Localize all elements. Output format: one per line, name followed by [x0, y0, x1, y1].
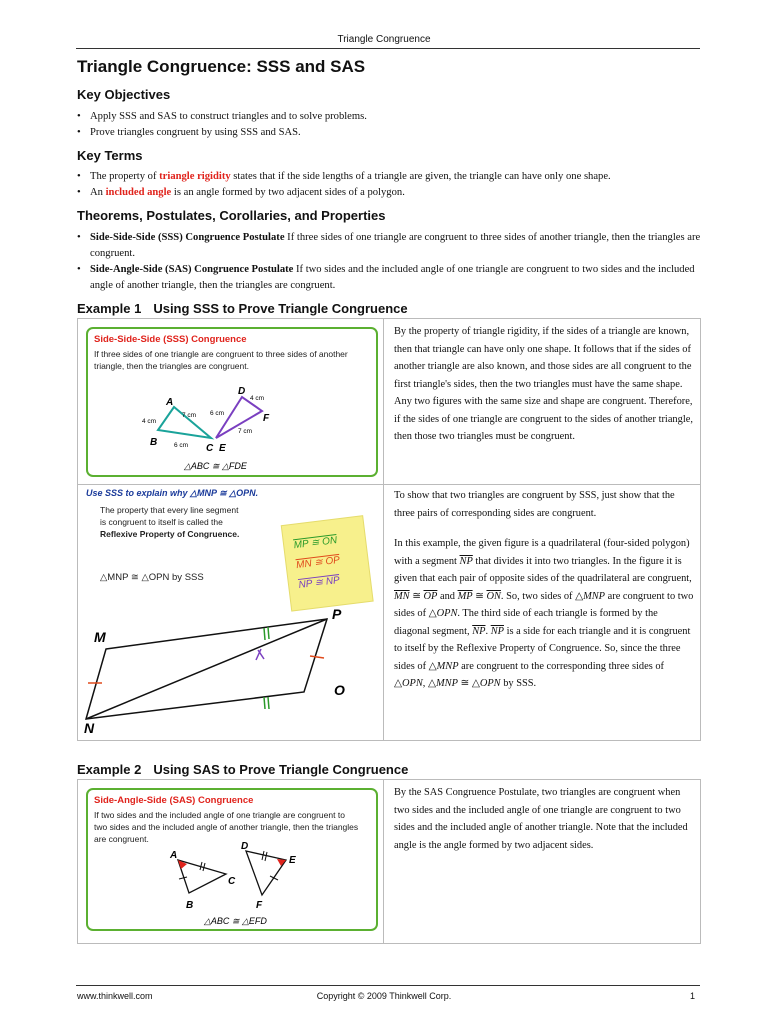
text-run: by SSS. [500, 678, 537, 689]
example-title: Using SSS to Prove Triangle Congruence [153, 301, 408, 316]
triangle-name: MNP [435, 678, 458, 689]
sas-panel-text: two sides and the included angle of another triangle, then the triangles [94, 822, 359, 832]
vertex-c-label: C [228, 876, 236, 887]
text-run: and [437, 590, 458, 602]
congruence-statement: MP ≅ ON [293, 535, 338, 552]
page-number: 1 [690, 991, 696, 1001]
theorems-heading: Theorems, Postulates, Corollaries, and Properties [77, 208, 386, 223]
triangle-name: OPN [436, 608, 458, 619]
sss-panel-text: triangle, then the triangles are congruent. [94, 361, 249, 371]
segment-on: $\overline{ON}$ [486, 590, 501, 602]
terms-list [77, 169, 707, 201]
sas-panel-title: Side-Angle-Side (SAS) Congruence [94, 795, 254, 806]
sss-panel [86, 327, 378, 477]
list-item [77, 230, 707, 262]
vertex-d-label: D [241, 841, 249, 852]
triangle-name: OPN [479, 678, 501, 689]
text-run: ≅ △ [457, 678, 480, 689]
terms-heading: Key Terms [77, 148, 143, 163]
sas-panel-text: are congruent. [94, 834, 149, 844]
vertex-f-label: F [263, 413, 270, 424]
sas-caption: △ABC ≅ △EFD [204, 916, 267, 926]
example2-table [77, 779, 701, 944]
list-item [77, 185, 707, 201]
tick-mark [268, 627, 269, 639]
reflexive-note: Reflexive Property of Congruence. [100, 529, 240, 539]
vertex-a-label: A [170, 850, 178, 861]
text-run: . So, two sides of △ [500, 590, 584, 602]
vertex-c-label: C [206, 443, 214, 454]
segment-np: $\overline{NP}$ [472, 625, 486, 637]
side-length-label: 4 cm [250, 395, 265, 402]
header-rule [76, 48, 700, 49]
text-run: is a side for each triangle and it is congruent to itself by the Reflexive Property of Congruence. So, since the three sides of △ [394, 625, 691, 672]
text-run: ≅ [472, 590, 487, 602]
footer-site: www.thinkwell.com [77, 991, 153, 1001]
vertex-d-label: D [238, 386, 246, 397]
sas-postulate-name: Side-Angle-Side (SAS) Congruence Postulate [90, 264, 294, 275]
list-item: • Prove triangles congruent by using SSS and SAS. [77, 125, 707, 141]
sss-explanation: By the property of triangle rigidity, if the sides of a triangle are known, then that triangle can have only one shape. It follows that if the sides of another triangle are also known, and those sides are all congruent to the first triangle's sides, then the two triangles must have the same shape. Any two figures with the same size and shape are congruent. Therefore, if the sides of one triangle are congruent to the sides of another triangle, then those two triangles must be congruent. [394, 326, 693, 442]
side-length-label: 7 cm [238, 428, 253, 435]
text-run: In this example, the given figure is a quadrilateral (four-sided polygon) with a segment [394, 538, 690, 567]
sss-postulate-text: If three sides of one triangle are congruent to three sides of another triangle, then the triangles are congruent. [90, 232, 701, 259]
example1-heading [77, 301, 408, 316]
figure-title: Use SSS to explain why △MNP ≅ △OPN. [86, 488, 259, 498]
objectives-list [77, 109, 707, 141]
list-item [77, 262, 707, 294]
mnp-opn-figure [84, 487, 382, 735]
text-run: that divides it into two triangles. In the figure it is given that each pair of opposite sides of the quadrilateral are congruent, [394, 555, 692, 584]
term-text: The property of [90, 171, 160, 182]
vertex-e-label: E [289, 855, 296, 866]
text-run: are congruent to two sides of △ [394, 590, 694, 619]
footer-copyright: Copyright © 2009 Thinkwell Corp. [316, 991, 452, 1001]
term-text: is an angle formed by two adjacent sides of a polygon. [171, 187, 405, 198]
side-length-label: 4 cm [142, 418, 157, 425]
sas-postulate-text: If two sides and the included angle of one triangle are congruent to two sides and the included angle of another triangle, then the triangles are congruent. [90, 264, 695, 291]
vertex-b-label: B [150, 437, 158, 448]
vertex-e-label: E [219, 443, 226, 454]
example-label: Example 2 [77, 762, 142, 777]
tick-mark [264, 697, 265, 709]
sss-caption: △ABC ≅ △FDE [184, 461, 247, 471]
table-column-divider [383, 319, 384, 740]
list-item [77, 169, 707, 185]
text-run: are congruent to the corresponding three sides of △ [394, 660, 664, 689]
congruence-statement: NP ≅ NP [298, 575, 341, 591]
example-label: Example 1 [77, 301, 142, 316]
term-included-angle: included angle [105, 187, 172, 198]
sticky-note [281, 516, 373, 611]
vertex-b-label: B [186, 900, 194, 911]
text-run: . The third side of each triangle is formed by the diagonal segment, [394, 608, 658, 637]
mnp-explanation [394, 487, 694, 706]
example2-heading [77, 762, 408, 777]
side-length-label: 7 cm [182, 412, 197, 419]
sss-postulate-name: Side-Side-Side (SSS) Congruence Postulate [90, 232, 285, 243]
table-row-divider [78, 484, 700, 485]
segment-op: $\overline{OP}$ [423, 590, 438, 602]
side-length-label: 6 cm [210, 410, 225, 417]
congruence-statement: MN ≅ OP [295, 554, 341, 572]
sas-panel [86, 788, 378, 931]
tick-mark [264, 628, 265, 640]
term-text: states that if the side lengths of a triangle are given, the triangle can have only one shape. [230, 171, 611, 182]
triangle-name: OPN [402, 678, 423, 689]
vertex-f-label: F [256, 900, 263, 911]
segment-np: $\overline{NP}$ [490, 625, 504, 637]
segment-mn: $\overline{MN}$ [394, 590, 410, 602]
text-run: , △ [422, 678, 436, 689]
example-title: Using SAS to Prove Triangle Congruence [153, 762, 409, 777]
theorems-list [77, 230, 707, 294]
triangle-name: MNP [436, 660, 459, 672]
triangle-name: MNP [583, 590, 606, 602]
segment-mp: $\overline{MP}$ [457, 590, 473, 602]
side-length-label: 6 cm [174, 442, 189, 449]
list-item: • Apply SSS and SAS to construct triangles and to solve problems. [77, 109, 707, 125]
text-run: . [485, 625, 491, 637]
vertex-m-label: M [94, 629, 106, 645]
sas-panel-text: If two sides and the included angle of one triangle are congruent to [94, 810, 345, 820]
vertex-o-label: O [334, 682, 345, 698]
running-header: Triangle Congruence [337, 34, 431, 45]
objectives-heading: Key Objectives [77, 87, 171, 102]
footer-rule [76, 985, 700, 986]
reflexive-note: is congruent to itself is called the [100, 517, 223, 527]
sas-explanation: By the SAS Congruence Postulate, two triangles are congruent when two sides and the included angle of one triangle are congruent to two sides and the included angle of another triangle. Note that the included angle is the angle formed by two adjacent sides. [394, 787, 688, 851]
example1-table [77, 318, 701, 741]
paragraph [394, 535, 694, 693]
vertex-p-label: P [332, 606, 342, 622]
page-title: Triangle Congruence: SSS and SAS [77, 57, 366, 76]
table-column-divider [383, 780, 384, 943]
vertex-a-label: A [166, 397, 174, 408]
tick-mark [268, 697, 269, 709]
reflexive-note: The property that every line segment [100, 505, 239, 515]
vertex-n-label: N [84, 720, 95, 735]
sss-panel-title: Side-Side-Side (SSS) Congruence [94, 334, 247, 345]
tick-mark [310, 656, 324, 658]
term-triangle-rigidity: triangle rigidity [159, 171, 231, 182]
sss-claim: △MNP ≅ △OPN by SSS [100, 572, 204, 583]
text-run: ≅ [409, 590, 424, 602]
segment-np: $\overline{NP}$ [459, 555, 473, 567]
paragraph: To show that two triangles are congruent by SSS, just show that the three pairs of corresponding sides are congruent. [394, 490, 675, 519]
sss-panel-text: If three sides of one triangle are congruent to three sides of another [94, 349, 348, 359]
term-text: An [90, 187, 106, 198]
